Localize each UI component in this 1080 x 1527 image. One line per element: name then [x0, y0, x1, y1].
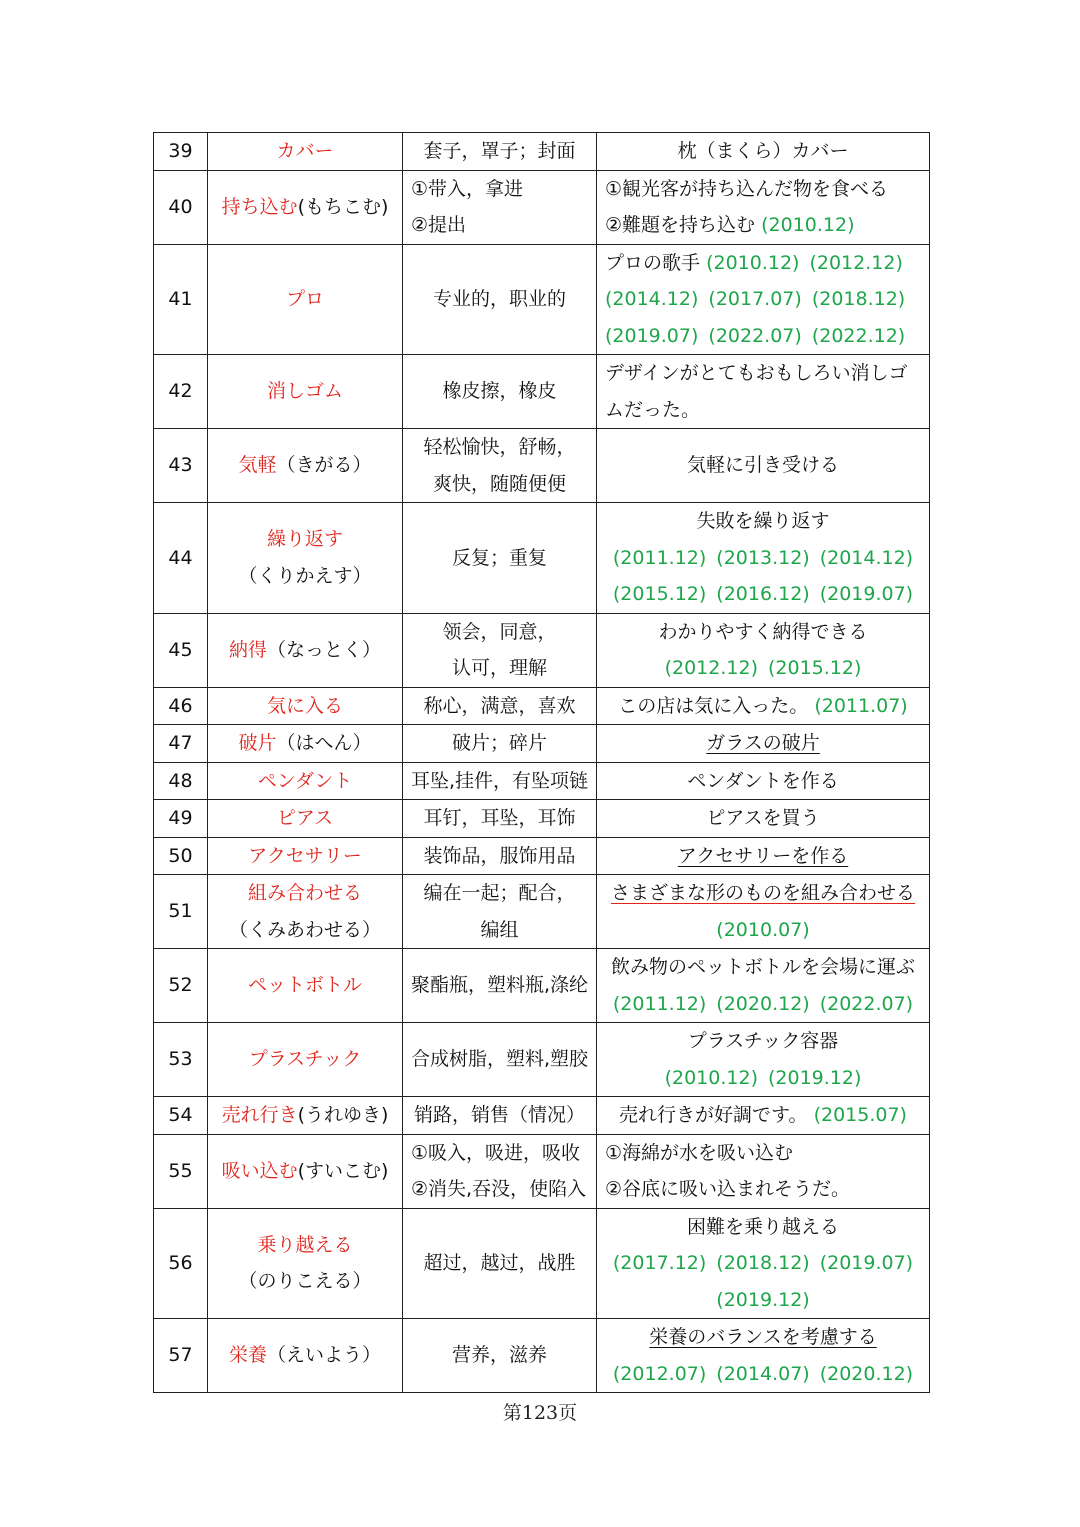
example-cell: [597, 1134, 930, 1208]
meaning-line: 称心，满意，喜欢: [423, 694, 576, 717]
meaning-line: 装饰品，服饰用品: [423, 844, 576, 867]
meaning-line: 橡皮擦，橡皮: [442, 380, 557, 403]
example-line: ペンダントを作る: [687, 769, 839, 792]
exam-date: (2019.07): [605, 324, 699, 347]
row-number: 57: [154, 1319, 208, 1393]
headword-cell: [208, 949, 403, 1023]
headword-cell: [208, 170, 403, 244]
meaning-cell: [403, 613, 597, 687]
meaning-cell: [403, 837, 597, 875]
example-line: 困難を乗り越える: [686, 1215, 839, 1238]
row-number: 45: [154, 613, 208, 687]
exam-date: (2012.12): [664, 657, 758, 679]
meaning-cell: [403, 1208, 597, 1319]
exam-date: (2020.12): [716, 992, 810, 1015]
headword-cell: [208, 1208, 403, 1319]
exam-date: (2019.07): [819, 583, 914, 605]
meaning-line: 营养，滋养: [451, 1344, 547, 1367]
headword: プロ: [285, 288, 324, 310]
meaning-line: 认可，理解: [451, 657, 547, 679]
meaning-cell: [403, 1097, 597, 1135]
exam-date: (2018.12): [811, 288, 906, 310]
headword-cell: [208, 1134, 403, 1208]
example-cell: [597, 837, 930, 875]
headword: ピアス: [276, 807, 334, 829]
example-line: プラスチック容器: [687, 1030, 839, 1052]
meaning-line: 编在一起；配合，: [423, 882, 576, 904]
table-row: [154, 1023, 930, 1097]
headword-cell: [208, 1023, 403, 1097]
example-line: ①海綿が水を吸い込む: [605, 1141, 794, 1164]
row-number: 44: [154, 503, 208, 614]
headword: 持ち込む: [221, 195, 298, 218]
reading: (うれゆき): [297, 1104, 389, 1126]
reading: (もちこむ): [297, 195, 389, 218]
exam-date: (2015.12): [612, 583, 707, 605]
exam-date: (2017.07): [708, 288, 802, 310]
example-cell: [597, 1097, 930, 1135]
example-line: 失敗を繰り返す: [696, 510, 830, 532]
table-row: [154, 133, 930, 171]
meaning-cell: [403, 355, 597, 429]
exam-date: (2010.12): [706, 251, 800, 274]
headword-cell: [208, 875, 403, 949]
table-row: [154, 1097, 930, 1135]
headword: 消しゴム: [266, 380, 343, 403]
headword-cell: [208, 800, 403, 838]
example-cell: [597, 725, 930, 763]
exam-date: (2015.07): [813, 1104, 907, 1126]
meaning-line: 聚酯瓶，塑料瓶,涤纶: [410, 974, 589, 997]
meaning-cell: [403, 762, 597, 800]
exam-date: (2012.12): [809, 251, 903, 274]
meaning-line: ②消失,吞没，使陷入: [411, 1178, 587, 1200]
example-line: 気軽に引き受ける: [686, 454, 839, 477]
reading: （えいよう）: [267, 1344, 382, 1367]
exam-date: (2011.12): [612, 992, 707, 1015]
headword-cell: [208, 133, 403, 171]
table-row: [154, 1208, 930, 1319]
reading: （くりかえす）: [238, 564, 372, 587]
example-cell: [597, 613, 930, 687]
table-row: [154, 725, 930, 763]
example-cell: [597, 170, 930, 244]
exam-date: (2019.07): [819, 1252, 914, 1274]
example-line: この店は気に入った。: [618, 694, 809, 717]
row-number: 41: [154, 244, 208, 355]
reading: (すいこむ): [297, 1159, 389, 1182]
example-cell: [597, 1319, 930, 1393]
exam-date: (2010.07): [716, 918, 810, 941]
headword-cell: [208, 687, 403, 725]
example-cell: [597, 687, 930, 725]
page-number: 第123页: [502, 1402, 578, 1424]
table-row: [154, 429, 930, 503]
meaning-line: 反复；重复: [451, 546, 547, 569]
row-number: 55: [154, 1134, 208, 1208]
meaning-line: 爽快，随随便便: [432, 472, 566, 495]
meaning-cell: [403, 949, 597, 1023]
example-line: プロの歌手: [605, 251, 701, 274]
example-cell: [597, 429, 930, 503]
example-line: ②難題を持ち込む: [605, 214, 756, 236]
exam-date: (2019.12): [716, 1288, 810, 1311]
table-row: [154, 1319, 930, 1393]
example-line: ムだった。: [605, 398, 701, 421]
exam-date: (2011.12): [612, 546, 707, 569]
meaning-cell: [403, 687, 597, 725]
example-cell: [597, 503, 930, 614]
meaning-line: 套子，罩子；封面: [423, 140, 576, 162]
row-number: 50: [154, 837, 208, 875]
table-row: [154, 875, 930, 949]
exam-date: (2022.07): [708, 324, 802, 347]
meaning-cell: [403, 133, 597, 171]
meaning-cell: [403, 1023, 597, 1097]
example-line: ピアスを買う: [706, 807, 820, 829]
row-number: 53: [154, 1023, 208, 1097]
example-line: 売れ行きが好調です。: [619, 1104, 808, 1126]
row-number: 40: [154, 170, 208, 244]
meaning-line: 轻松愉快，舒畅，: [423, 436, 576, 458]
headword: 売れ行き: [221, 1104, 298, 1126]
row-number: 49: [154, 800, 208, 838]
table-row: [154, 503, 930, 614]
exam-date: (2012.07): [612, 1362, 707, 1385]
exam-date: (2014.12): [605, 288, 699, 310]
headword: 納得: [228, 638, 267, 661]
example-line: ①観光客が持ち込んだ物を食べる: [605, 177, 889, 200]
headword: 乗り越える: [257, 1233, 353, 1256]
meaning-line: 超过，越过，战胜: [423, 1252, 576, 1274]
headword: プラスチック: [248, 1048, 362, 1071]
meaning-line: 编组: [480, 918, 519, 941]
row-number: 56: [154, 1208, 208, 1319]
meaning-cell: [403, 875, 597, 949]
reading: （くみあわせる）: [228, 918, 381, 941]
table-row: [154, 949, 930, 1023]
table-row: [154, 1134, 930, 1208]
headword: 気に入る: [266, 694, 343, 717]
exam-date: (2016.12): [716, 583, 810, 605]
headword-cell: [208, 355, 403, 429]
headword: 組み合わせる: [247, 882, 362, 904]
reading: （はへん）: [276, 732, 372, 754]
example-line: わかりやすく納得できる: [658, 620, 868, 643]
headword: 吸い込む: [221, 1159, 298, 1182]
meaning-line: 销路，销售（情况）: [413, 1104, 585, 1126]
row-number: 46: [154, 687, 208, 725]
meaning-cell: [403, 725, 597, 763]
headword-cell: [208, 725, 403, 763]
meaning-line: 耳钉，耳坠，耳饰: [423, 807, 576, 829]
exam-date: (2022.07): [819, 992, 914, 1015]
headword: 破片: [238, 732, 277, 754]
reading: （なっとく）: [267, 638, 382, 661]
meaning-line: 专业的，职业的: [432, 288, 566, 310]
example-line: 枕（まくら）カバー: [677, 140, 849, 162]
table-row: [154, 800, 930, 838]
meaning-cell: [403, 1319, 597, 1393]
headword: カバー: [276, 140, 334, 162]
exam-date: (2014.07): [716, 1362, 810, 1385]
row-number: 52: [154, 949, 208, 1023]
meaning-line: 破片；碎片: [451, 732, 547, 754]
reading: （きがる）: [276, 454, 372, 477]
example-cell: [597, 1208, 930, 1319]
example-line: アクセサリーを作る: [677, 844, 849, 867]
reading: （のりこえる）: [238, 1270, 372, 1293]
table-row: [154, 244, 930, 355]
headword: ペットボトル: [247, 974, 362, 997]
example-cell: [597, 1023, 930, 1097]
table-row: [154, 837, 930, 875]
table-row: [154, 355, 930, 429]
exam-date: (2014.12): [819, 546, 914, 569]
headword-cell: [208, 1097, 403, 1135]
exam-date: (2010.12): [664, 1066, 758, 1089]
example-cell: [597, 133, 930, 171]
exam-date: (2013.12): [716, 546, 810, 569]
example-cell: [597, 244, 930, 355]
headword: 繰り返す: [266, 528, 343, 551]
example-cell: [597, 355, 930, 429]
headword-cell: [208, 429, 403, 503]
row-number: 39: [154, 133, 208, 171]
headword-cell: [208, 837, 403, 875]
example-cell: [597, 762, 930, 800]
headword-cell: [208, 244, 403, 355]
meaning-line: ②提出: [411, 214, 467, 236]
exam-date: (2010.12): [761, 214, 855, 236]
exam-date: (2011.07): [814, 694, 908, 717]
example-line: 飲み物のペットボトルを会場に運ぶ: [610, 956, 915, 978]
meaning-line: 耳坠,挂件，有坠项链: [410, 769, 589, 792]
exam-date: (2015.12): [768, 657, 862, 679]
exam-date: (2018.12): [716, 1252, 810, 1274]
table-row: [154, 170, 930, 244]
table-row: [154, 762, 930, 800]
meaning-cell: [403, 503, 597, 614]
example-line: ②谷底に吸い込まれそうだ。: [605, 1178, 851, 1200]
meaning-line: ①带入，拿进: [411, 177, 524, 200]
vocabulary-table: [153, 132, 930, 1393]
headword: アクセサリー: [248, 844, 362, 867]
meaning-line: ①吸入，吸进，吸收: [411, 1141, 581, 1164]
row-number: 47: [154, 725, 208, 763]
meaning-cell: [403, 170, 597, 244]
example-cell: [597, 949, 930, 1023]
meaning-line: 合成树脂，塑料,塑胶: [410, 1048, 589, 1071]
table-row: [154, 613, 930, 687]
example-line: ガラスの破片: [706, 732, 820, 754]
row-number: 43: [154, 429, 208, 503]
example-line: 栄養のバランスを考慮する: [649, 1326, 877, 1348]
exam-date: (2022.12): [811, 324, 906, 347]
row-number: 42: [154, 355, 208, 429]
headword: 栄養: [228, 1344, 267, 1367]
meaning-cell: [403, 1134, 597, 1208]
headword-cell: [208, 1319, 403, 1393]
meaning-cell: [403, 800, 597, 838]
example-line: デザインがとてもおもしろい消しゴ: [605, 362, 908, 384]
row-number: 48: [154, 762, 208, 800]
headword-cell: [208, 613, 403, 687]
example-cell: [597, 800, 930, 838]
example-cell: [597, 875, 930, 949]
row-number: 51: [154, 875, 208, 949]
headword: 気軽: [238, 454, 277, 477]
headword-cell: [208, 762, 403, 800]
meaning-line: 领会，同意，: [442, 620, 557, 643]
table-row: [154, 687, 930, 725]
meaning-cell: [403, 429, 597, 503]
exam-date: (2019.12): [768, 1066, 862, 1089]
exam-date: (2020.12): [819, 1362, 914, 1385]
exam-date: (2017.12): [612, 1252, 707, 1274]
row-number: 54: [154, 1097, 208, 1135]
headword: ペンダント: [257, 769, 353, 792]
meaning-cell: [403, 244, 597, 355]
headword-cell: [208, 503, 403, 614]
example-line: さまざまな形のものを組み合わせる: [610, 882, 915, 904]
